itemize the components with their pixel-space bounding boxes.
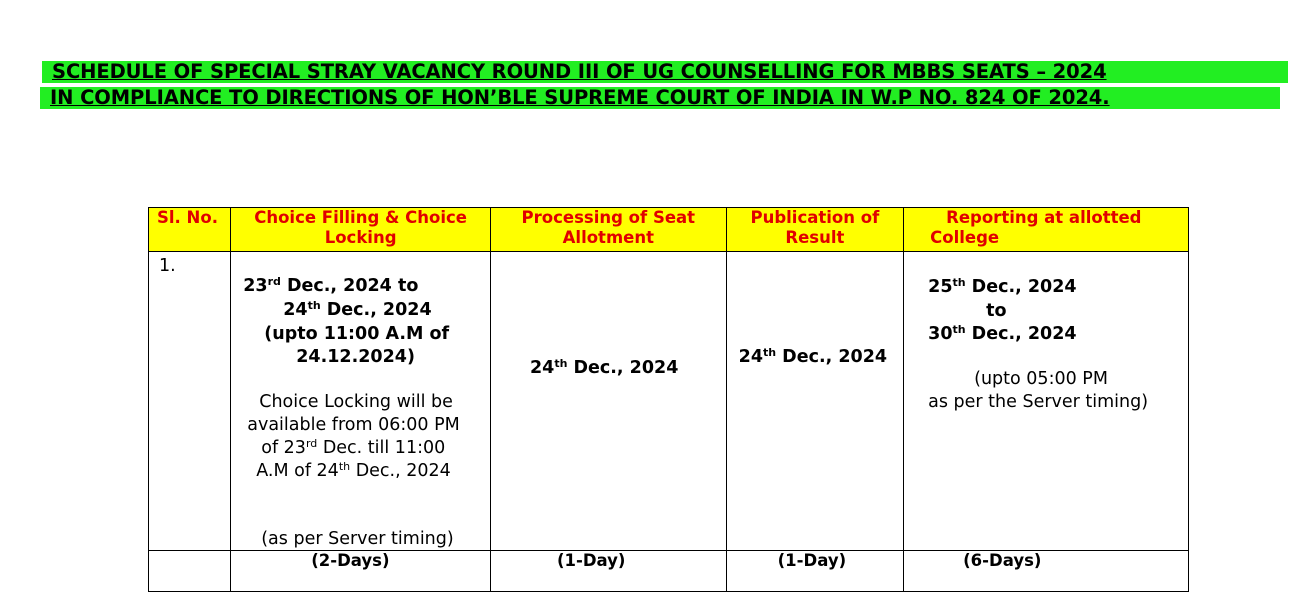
choice-note-line2: available from 06:00 PM [247,415,460,435]
duration-processing: (1-Day) [490,551,726,592]
processing-date: 24th Dec., 2024 [529,357,679,378]
header-publication-line1: Publication of [750,208,880,227]
reporting-to: to [986,301,1007,321]
cell-processing [490,252,726,551]
choice-upto-line2: 24.12.2024) [296,347,415,367]
header-sl-no [149,208,231,252]
reporting-upto-line2: as per the Server timing) [928,392,1149,412]
cell-sl-no [149,252,231,551]
title-line-1-text: SCHEDULE OF SPECIAL STRAY VACANCY ROUND III OF UG COUNSELLING FOR MBBS SEATS – 2024 [52,60,1107,83]
header-reporting-line1: Reporting at allotted [946,208,1142,227]
duration-publication: (1-Day) [726,551,904,592]
choice-date-end: 24th Dec., 2024 [283,299,432,320]
choice-note-line3: of 23rd Dec. till 11:00 [261,437,446,458]
header-processing-line1: Processing of Seat [521,208,696,227]
header-publication-line2: Result [785,228,845,247]
reporting-upto-line1: (upto 05:00 PM [974,369,1108,389]
header-choice-filling-line2: Locking [324,228,397,247]
header-processing-line2: Allotment [562,228,654,247]
choice-note-line1: Choice Locking will be [259,392,453,412]
title-line-2 [40,87,1280,109]
header-processing [490,208,726,252]
title-line-1 [42,61,1288,83]
title-line-2-text: IN COMPLIANCE TO DIRECTIONS OF HON’BLE SUPREME COURT OF INDIA IN W.P NO. 824 OF 2024. [50,86,1110,109]
choice-date-start: 23rd Dec., 2024 to [243,275,419,296]
cell-reporting [904,252,1189,551]
publication-date: 24th Dec., 2024 [738,346,888,367]
reporting-date-start: 25th Dec., 2024 [928,276,1077,297]
cell-publication [726,252,904,551]
cell-choice-filling [231,252,491,551]
header-choice-filling-line1: Choice Filling & Choice [254,208,467,227]
header-reporting [904,208,1189,252]
choice-upto-line1: (upto 11:00 A.M of [264,324,450,344]
header-publication [726,208,904,252]
header-sl-no-text: Sl. No. [157,208,218,227]
schedule-table [148,207,1189,592]
header-reporting-line2: College [930,228,1000,247]
duration-choice-filling: (2-Days) [231,551,491,592]
sl-no-value: 1. [159,256,176,276]
reporting-date-end: 30th Dec., 2024 [928,323,1077,344]
duration-reporting: (6-Days) [904,551,1189,592]
duration-row [149,551,1189,592]
header-row [149,208,1189,252]
duration-sl-empty [149,551,231,592]
header-choice-filling [231,208,491,252]
schedule-row [149,252,1189,551]
choice-note-line4: A.M of 24th Dec., 2024 [256,460,451,481]
choice-server-timing: (as per Server timing) [261,529,454,549]
